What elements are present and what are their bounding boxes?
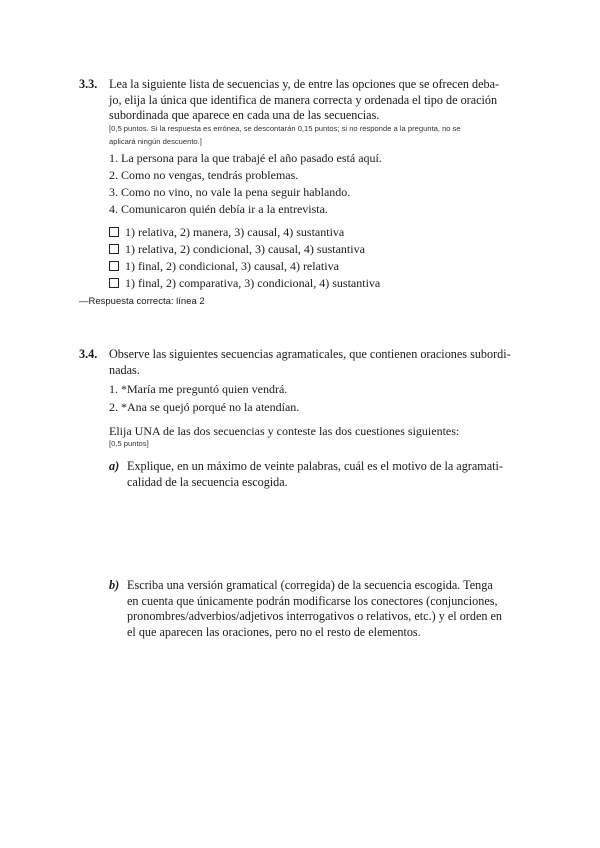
answer-option-4[interactable] <box>109 275 380 291</box>
part-a-line: Explique, en un máximo de veinte palabras, cuál es el motivo de la agramati- <box>127 459 503 473</box>
checkbox[interactable] <box>109 244 119 254</box>
answer-option-2[interactable] <box>109 241 365 257</box>
instruction-text: Elija UNA de las dos secuencias y conteste las dos cuestiones siguientes: <box>109 424 460 438</box>
question-number-3-4: 3.4. <box>79 347 98 361</box>
prompt-line: jo, elija la única que identifica de manera correcta y ordenada el tipo de oración <box>109 92 498 107</box>
part-b-line: pronombres/adverbios/adjetivos interrogativos o relativos, etc.) y el orden en <box>127 609 502 623</box>
part-b-line: en cuenta que únicamente podrán modificarse los conectores (conjunciones, <box>127 593 498 608</box>
part-a-letter: a) <box>109 459 120 473</box>
option-label: 1) final, 2) condicional, 3) causal, 4) relativa <box>125 259 339 273</box>
sentence-item: 2. *Ana se quejó porqué no la atendían. <box>109 400 300 414</box>
sentence-item: 4. Comunicaron quién debía ir a la entrevista. <box>109 202 328 216</box>
option-label: 1) relativa, 2) manera, 3) causal, 4) sustantiva <box>125 225 345 239</box>
prompt-line: Observe las siguientes secuencias agramaticales, que contienen oraciones subordi- <box>109 347 511 361</box>
scoring-line: aplicará ningún descuento.] <box>109 137 202 146</box>
sentence-item: 1. *María me preguntó quien vendrá. <box>109 382 288 396</box>
answer-option-1[interactable] <box>109 224 344 240</box>
checkbox[interactable] <box>109 227 119 237</box>
question-number-3-3: 3.3. <box>79 77 98 91</box>
prompt-line: subordinada que aparece en cada una de las secuencias. <box>109 108 380 122</box>
option-label: 1) relativa, 2) condicional, 3) causal, 4) sustantiva <box>125 242 365 256</box>
scoring-line: [0,5 puntos. Si la respuesta es errónea, se descontarán 0,15 puntos; si no responde a la pregunta, no se <box>109 124 461 133</box>
question-3-3-scoring <box>109 122 529 148</box>
sentence-item: 1. La persona para la que trabajé el año pasado está aquí. <box>109 151 382 165</box>
part-b-line: el que aparecen las oraciones, pero no el resto de elementos. <box>127 624 421 639</box>
option-label: 1) final, 2) comparativa, 3) condicional, 4) sustantiva <box>125 276 381 290</box>
checkbox[interactable] <box>109 278 119 288</box>
part-a-line: calidad de la secuencia escogida. <box>127 474 288 489</box>
part-b-line: Escriba una versión gramatical (corregida) de la secuencia escogida. Tenga <box>127 578 493 592</box>
part-b-letter: b) <box>109 578 120 592</box>
sentence-item: 3. Como no vino, no vale la pena seguir hablando. <box>109 185 351 199</box>
prompt-line: nadas. <box>109 362 140 377</box>
answer-option-3[interactable] <box>109 258 339 274</box>
prompt-line: Lea la siguiente lista de secuencias y, de entre las opciones que se ofrecen deba- <box>109 77 500 91</box>
part-a-prompt <box>127 459 525 490</box>
question-3-4-prompt <box>109 347 525 378</box>
checkbox[interactable] <box>109 261 119 271</box>
part-b-prompt <box>127 578 525 640</box>
question-3-4-scoring: [0,5 puntos] <box>109 439 149 448</box>
question-3-3-prompt <box>109 77 525 124</box>
correct-answer-note: —Respuesta correcta: línea 2 <box>79 296 205 307</box>
sentence-item: 2. Como no vengas, tendrás problemas. <box>109 168 299 182</box>
